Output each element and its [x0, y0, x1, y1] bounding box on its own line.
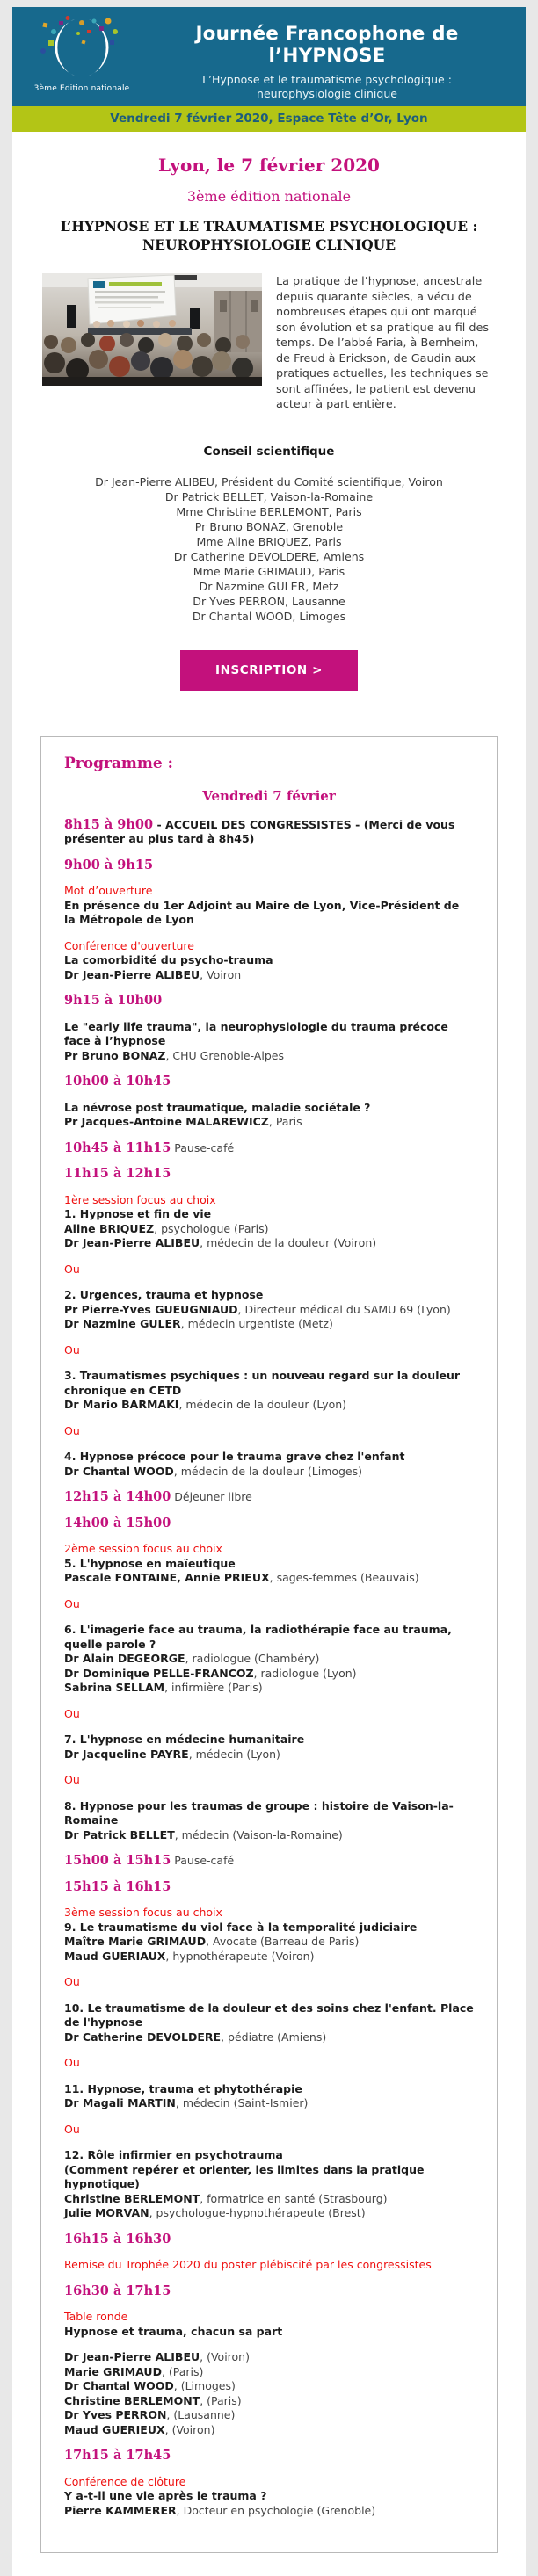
programme-line: Ou — [64, 1975, 80, 1988]
programme-block — [64, 1193, 474, 1251]
programme-block — [64, 1288, 474, 1332]
programme-line: En présence du 1er Adjoint au Maire de Lyon, Vice-Président de la Métropole de Lyon — [64, 898, 460, 926]
conference-photo — [42, 273, 262, 386]
programme-line: Dr Magali MARTIN, médecin (Saint-Ismier) — [64, 2096, 309, 2109]
programme-block — [64, 1075, 474, 1089]
programme-block — [64, 2475, 474, 2519]
programme-line: 15h00 à 15h15 Pause-café — [64, 1853, 235, 1868]
programme-line: 16h15 à 16h30 — [64, 2231, 171, 2247]
programme-block — [64, 884, 474, 928]
programme-block — [64, 2148, 474, 2221]
programme-line: Dr Jean-Pierre ALIBEU, Voiron — [64, 967, 242, 981]
programme-line: 16h30 à 17h15 — [64, 2283, 171, 2298]
programme-line: 8h15 à 9h00 - ACCUEIL DES CONGRESSISTES - (Merci de vous présenter au plus tard à 8h45) — [64, 816, 455, 845]
programme-line: 17h15 à 17h45 — [64, 2448, 171, 2463]
event-subtitle-line1: L’Hypnose et le traumatisme psychologique : — [202, 73, 452, 86]
list-item: Dr Jean-Pierre ALIBEU, Président du Comité scientifique, Voiron — [95, 474, 443, 488]
logo — [25, 16, 139, 93]
programme-line: Le "early life trauma", la neurophysiologie du trauma précoce face à l’hypnose — [64, 1019, 448, 1047]
programme-block — [64, 1424, 474, 1439]
programme-line: Pr Pierre-Yves GUEUGNIAUD, Directeur médical du SAMU 69 (Lyon) — [64, 1302, 451, 1316]
programme-line: 5. L'hypnose en maïeutique — [64, 1556, 236, 1570]
programme-block — [64, 1975, 474, 1990]
programme-line: La comorbidité du psycho-trauma — [64, 953, 273, 966]
programme-line: Conférence d'ouverture — [64, 938, 194, 952]
programme-line: Ou — [64, 1342, 80, 1357]
programme-block — [64, 2449, 474, 2464]
conseil-members — [42, 474, 496, 624]
programme-block — [64, 2350, 474, 2437]
list-item: Dr Yves PERRON, Lausanne — [193, 594, 345, 608]
programme-line: Marie GRIMAUD, (Paris) — [64, 2364, 204, 2378]
programme-block — [64, 1263, 474, 1277]
programme-line: Ou — [64, 1423, 80, 1437]
programme-line: Ou — [64, 2122, 80, 2136]
programme-line: 2. Urgences, trauma et hypnose — [64, 1288, 264, 1301]
programme-line: 3ème session focus au choix — [64, 1906, 222, 1919]
programme-line: 10. Le traumatisme de la douleur et des soins chez l'enfant. Place de l'hypnose — [64, 2001, 474, 2029]
programme-line: 9h15 à 10h00 — [64, 993, 163, 1008]
conseil-title: Conseil scientifique — [203, 444, 335, 459]
programme-block — [64, 2258, 474, 2273]
programme-line: 15h15 à 16h15 — [64, 1878, 171, 1894]
programme-block — [64, 1516, 474, 1531]
programme-block — [64, 2310, 474, 2339]
programme-line: Christine BERLEMONT, formatrice en santé (Strasbourg) — [64, 2191, 388, 2205]
programme-block — [64, 1623, 474, 1696]
programme-line: Y a-t-il une vie après le trauma ? — [64, 2489, 267, 2502]
programme-block — [64, 2232, 474, 2247]
programme-line: Dr Yves PERRON, (Lausanne) — [64, 2408, 236, 2421]
list-item: Mme Christine BERLEMONT, Paris — [176, 504, 362, 518]
programme-line: 11. Hypnose, trauma et phytothérapie — [64, 2081, 302, 2095]
programme-block — [64, 1369, 474, 1413]
programme-line: (Comment repérer et orienter, les limites dans la pratique hypnotique) — [64, 2162, 425, 2190]
programme-block — [64, 1542, 474, 1586]
programme-line: Dr Jean-Pierre ALIBEU, (Voiron) — [64, 2350, 250, 2363]
programme-line: Dr Dominique PELLE-FRANCOZ, radiologue (Lyon) — [64, 1666, 357, 1680]
programme-box — [40, 736, 498, 2554]
edition-heading: 3ème édition nationale — [186, 188, 352, 205]
programme-title: Programme : — [64, 754, 173, 772]
programme-line: Pierre KAMMERER, Docteur en psychologie (Grenoble) — [64, 2503, 376, 2517]
event-subtitle-line2: neurophysiologie clinique — [257, 87, 397, 100]
programme-line: Ou — [64, 1596, 80, 1610]
programme-block — [64, 1880, 474, 1895]
programme-block — [64, 1490, 474, 1505]
programme-line: Aline BRIQUEZ, psychologue (Paris) — [64, 1221, 269, 1235]
inscription-button[interactable]: INSCRIPTION > — [180, 650, 358, 691]
programme-line: Conférence de clôture — [64, 2474, 186, 2488]
programme-block — [64, 1707, 474, 1722]
programme-line: Ou — [64, 1706, 80, 1720]
programme-line: Dr Patrick BELLET, médecin (Vaison-la-Romaine) — [64, 1827, 343, 1842]
programme-line: 10h00 à 10h45 — [64, 1074, 171, 1089]
programme-line: Mot d’ouverture — [64, 884, 153, 897]
list-item: Dr Chantal WOOD, Limoges — [192, 609, 346, 623]
email-body — [12, 7, 526, 2576]
programme-line: Table ronde — [64, 2310, 128, 2323]
programme-line: 10h45 à 11h15 Pause-café — [64, 1140, 235, 1155]
programme-line: Dr Alain DEGEORGE, radiologue (Chambéry) — [64, 1652, 320, 1665]
programme-line: Christine BERLEMONT, (Paris) — [64, 2393, 242, 2407]
programme-line: Dr Jean-Pierre ALIBEU, médecin de la douleur (Voiron) — [64, 1236, 377, 1249]
programme-line: Hypnose et trauma, chacun sa part — [64, 2324, 283, 2338]
programme-line: Remise du Trophée 2020 du poster plébiscité par les congressistes — [64, 2258, 432, 2271]
programme-block — [64, 2082, 474, 2111]
programme-line: 6. L'imagerie face au trauma, la radiothérapie face au trauma, quelle parole ? — [64, 1623, 452, 1651]
programme-line: 2ème session focus au choix — [64, 1542, 222, 1555]
event-title: Journée Francophone de l’HYPNOSE — [195, 23, 459, 67]
date-location-bar: Vendredi 7 février 2020, Espace Tête d’Or, Lyon — [12, 106, 526, 132]
intro-paragraph: La pratique de l’hypnose, ancestrale depuis quarante siècles, a vécu de nombreuses étapes qui ont marqué son évolution et sa pratique au fil des temps. De l’abbé Faria, à Bernheim, de Freud à Erickson, de Gaudin aux pratiques actuelles, les techniques se sont affinées, le patient est devenu acteur à part entière. — [276, 275, 490, 411]
programme-block — [64, 1167, 474, 1182]
programme-line: 4. Hypnose précoce pour le trauma grave chez l'enfant — [64, 1450, 405, 1463]
programme-line: 8. Hypnose pour les traumas de groupe : histoire de Vaison-la-Romaine — [64, 1798, 454, 1827]
programme-block — [64, 1020, 474, 1064]
programme-block — [64, 2284, 474, 2299]
programme-line: Ou — [64, 1773, 80, 1786]
programme-block — [64, 1733, 474, 1762]
programme-line: Ou — [64, 1262, 80, 1276]
list-item: Dr Nazmine GULER, Metz — [199, 579, 339, 593]
programme-line: Pr Jacques-Antoine MALAREWICZ, Paris — [64, 1115, 302, 1128]
programme-line: 9h00 à 9h15 — [64, 857, 154, 872]
programme-line: Maud GUERIEUX, (Voiron) — [64, 2422, 215, 2436]
programme-line: 1ère session focus au choix — [64, 1192, 216, 1206]
list-item: Dr Patrick BELLET, Vaison-la-Romaine — [164, 489, 374, 503]
programme-line: 1. Hypnose et fin de vie — [64, 1207, 212, 1220]
programme-block — [64, 2001, 474, 2045]
programme-line: 11h15 à 12h15 — [64, 1166, 171, 1181]
faces-logo-icon — [36, 16, 127, 79]
programme-blocks — [64, 818, 474, 2519]
programme-line: Dr Chantal WOOD, médecin de la douleur (Limoges) — [64, 1464, 363, 1478]
programme-line: Dr Jacqueline PAYRE, médecin (Lyon) — [64, 1747, 280, 1761]
programme-line: 7. L'hypnose en médecine humanitaire — [64, 1733, 305, 1746]
programme-block — [64, 818, 474, 847]
programme-block — [64, 1450, 474, 1479]
programme-line: Dr Mario BARMAKI, médecin de la douleur (Lyon) — [64, 1398, 347, 1411]
programme-block — [64, 1773, 474, 1788]
programme-block — [64, 939, 474, 983]
list-item: Mme Marie GRIMAUD, Paris — [193, 564, 345, 578]
header-banner — [12, 7, 526, 106]
programme-line: Sabrina SELLAM, infirmière (Paris) — [64, 1681, 263, 1694]
programme-line: 3. Traumatismes psychiques : un nouveau regard sur la douleur chronique en CETD — [64, 1369, 461, 1397]
programme-line: Maud GUERIAUX, hypnothérapeute (Voiron) — [64, 1949, 315, 1963]
programme-block — [64, 1141, 474, 1156]
programme-block — [64, 994, 474, 1009]
programme-block — [64, 2123, 474, 2138]
programme-line: Ou — [64, 2056, 80, 2069]
programme-line: Julie MORVAN, psychologue-hypnothérapeute (Brest) — [64, 2206, 366, 2219]
programme-block — [64, 1799, 474, 1843]
programme-day-heading: Vendredi 7 février — [202, 787, 336, 804]
programme-line: Pr Bruno BONAZ, CHU Grenoble-Alpes — [64, 1048, 284, 1062]
programme-line: Maître Marie GRIMAUD, Avocate (Barreau de Paris) — [64, 1935, 360, 1948]
programme-line: Dr Nazmine GULER, médecin urgentiste (Metz) — [64, 1317, 333, 1330]
list-item: Dr Catherine DEVOLDERE, Amiens — [173, 549, 365, 563]
list-item: Mme Aline BRIQUEZ, Paris — [196, 534, 342, 548]
programme-block — [64, 1906, 474, 1964]
programme-line: 12h15 à 14h00 Déjeuner libre — [64, 1489, 252, 1504]
programme-line: 12. Rôle infirmier en psychotrauma — [64, 2148, 283, 2161]
programme-block — [64, 1343, 474, 1358]
city-date-heading: Lyon, le 7 février 2020 — [158, 155, 380, 176]
main-title: L’HYPNOSE ET LE TRAUMATISME PSYCHOLOGIQUE : NEUROPHYSIOLOGIE CLINIQUE — [60, 218, 478, 253]
programme-line: La névrose post traumatique, maladie sociétale ? — [64, 1100, 371, 1114]
logo-edition-label: 3ème Edition nationale — [33, 84, 130, 93]
programme-block — [64, 1101, 474, 1130]
list-item: Pr Bruno BONAZ, Grenoble — [194, 519, 344, 533]
programme-block — [64, 1854, 474, 1869]
programme-line: Pascale FONTAINE, Annie PRIEUX, sages-femmes (Beauvais) — [64, 1571, 419, 1584]
programme-line: Dr Chantal WOOD, (Limoges) — [64, 2379, 236, 2392]
programme-block — [64, 858, 474, 873]
programme-block — [64, 1597, 474, 1612]
programme-block — [64, 2056, 474, 2071]
programme-line: 9. Le traumatisme du viol face à la temporalité judiciaire — [64, 1920, 418, 1934]
programme-line: 14h00 à 15h00 — [64, 1515, 171, 1530]
programme-line: Dr Catherine DEVOLDERE, pédiatre (Amiens) — [64, 2030, 327, 2044]
